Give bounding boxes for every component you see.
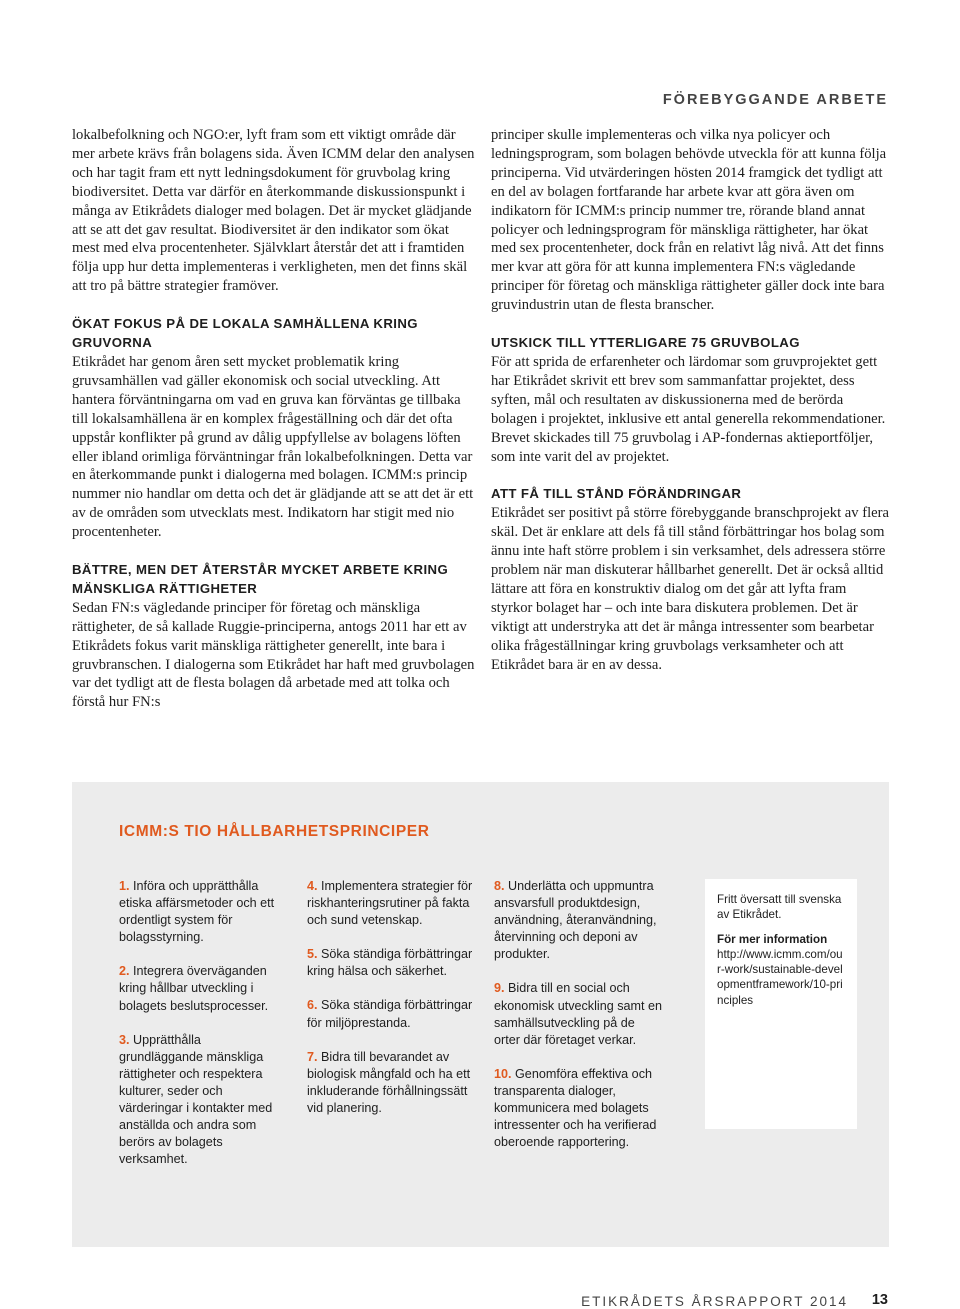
subheading: BÄTTRE, MEN DET ÅTERSTÅR MYCKET ARBETE KRING MÄNSKLIGA RÄTTIGHETER (72, 562, 449, 596)
icmm-box-title: ICMM:S TIO HÅLLBARHETSPRINCIPER (119, 823, 430, 840)
section-label: FÖREBYGGANDE ARBETE (662, 92, 888, 108)
principle-item: 5. Söka ständiga förbättringar kring hälsa och säkerhet. (307, 947, 473, 979)
principle-item: 10. Genomföra effektiva och transparenta dialoger, kommunicera med bolagets intressenter och ha verifierad oberoende rapportering. (494, 1066, 657, 1150)
page-number: 13 (871, 1292, 888, 1308)
note-text: Fritt översatt till svenska av Etikrådet. (717, 893, 842, 922)
icmm-principles-box (72, 782, 889, 1247)
principle-item: 7. Bidra till bevarandet av biologisk mångfald och ha ett inkluderande förhållningssätt vid planering. (307, 1049, 471, 1115)
info-note (705, 879, 857, 1129)
paragraph: principer skulle implementeras och vilka nya policyer och ledningsprogram, som bolagen behövde utveckla för att kunna följa principerna. Vid utvärderingen hösten 2014 framgick det tydligt att en del av bolagen fortfarande har arbete kvar att göra även om indikatorn för ICMM:s princip nummer tre, rörande bland annat policyer och ledningsprogram för mänskliga rättigheter, har ökat med sex procentenheter, dock från en relativt låg nivå. Att det finns mer kvar att göra för att kunna implementera FN:s vägledande principer för företag och mänskliga rättigheter gäller dock inte bara gruvindustrin utan de flesta branscher. (491, 127, 887, 314)
note-heading: För mer information (717, 932, 828, 946)
principle-item: 9. Bidra till en social och ekonomisk utveckling samt en samhällsutveckling på de orter där företaget verkar. (494, 981, 662, 1047)
subheading: ÖKAT FOKUS PÅ DE LOKALA SAMHÄLLENA KRING GRUVORNA (72, 316, 418, 351)
principle-item: 6. Söka ständiga förbättringar för miljöprestanda. (307, 998, 473, 1030)
principles-column-1 (119, 878, 287, 1185)
paragraph: För att sprida de erfarenheter och lärdomar som gruvprojektet gett har Etikrådet skrivit ett brev som sammanfattar projektet, dess syften, mål och resultaten av diskussionerna med de berörda bolagen i projektet, inklusive ett antal generella rekommendationer. Brevet skickades till 75 gruvbolag i AP-fondernas aktieportföljer, som inte varit del av projektet. (491, 353, 886, 465)
right-column (491, 126, 891, 674)
principle-item: 4. Implementera strategier för riskhanteringsrutiner på fakta och sund vetenskap. (307, 879, 473, 928)
paragraph: Etikrådet har genom åren sett mycket problematik kring gruvsamhällen vad gäller ekonomisk och social utveckling. Att hantera förväntningarna om vad en gruva kan förväntas ge tillbaka till lokalsamhällena är en komplex frågeställning och där det ofta uppstår konflikter på grund av dålig uppfyllelse av bolagens löften eller ibland orimliga förväntningar från lokalbefolkningen. Detta var en återkommande punkt i dialogerna med bolagen. ICMM:s princip nummer nio handlar om detta och det är glädjande att se att det är ett av de områden som utvecklats mest. Indikatorn har stigit med nio procentenheter. (72, 353, 474, 541)
footer-title: ETIKRÅDETS ÅRSRAPPORT 2014 (581, 1294, 848, 1309)
paragraph: lokalbefolkning och NGO:er, lyft fram som ett viktigt område där mer arbete krävs från bolagens sida. Även ICMM delar den analysen och har tagit fram ett nytt ledningsdokument för gruvbolag kring biodiversitet. Detta var därför en återkommande diskussionspunkt i många av Etikrådets dialoger med bolagen. Det är mycket glädjande att se att det gav resultat. Biodiversitet är den indikator som ökat mest med elva procentenheter. Självklart återstår det att i framtiden följa upp hur detta implementeras i verkligheten, men det finns skäl att tro på bättre strategier framöver. (72, 127, 475, 295)
left-column (72, 126, 478, 712)
principle-item: 1. Införa och upprätthålla etiska affärsmetoder och ett ordentligt system för bolagsstyrning. (119, 879, 275, 945)
principle-item: 2. Integrera överväganden kring hållbar utveckling i bolagets beslutsprocesser. (119, 964, 269, 1013)
note-link[interactable]: http://www.icmm.com/our-work/sustainable-developmentframework/10-principles (717, 947, 843, 1007)
principles-column-2 (307, 878, 475, 1134)
subheading: UTSKICK TILL YTTERLIGARE 75 GRUVBOLAG (491, 335, 800, 351)
principle-item: 3. Upprätthålla grundläggande mänskliga rättigheter och respektera kulturer, seder och värderingar i kontakter med anställda och andra som berörs av bolagets verksamhet. (119, 1032, 273, 1167)
paragraph: Etikrådet ser positivt på större förebyggande branschprojekt av flera skäl. Det är enklare att dels få till stånd förbättringar hos bolag som ännu inte haft större problem i sin verksamhet, dels adressera större problem när man diskuterar hållbarhet generellt. Det är också alltid lättare att föra en konstruktiv dialog om det går att lyfta fram styrkor bolaget har – och inte bara diskutera problemen. Det är viktigt att understryka att det är många intressenter som bearbetar olika frågeställningar kring gruvbolags verksamheter och att Etikrådet bara är en av dessa. (491, 505, 889, 673)
paragraph: Sedan FN:s vägledande principer för företag och mänskliga rättigheter, de så kallade Ruggie-principerna, antogs 2011 har ett av Etikrådets fokus varit mänskliga rättigheter generellt, inte bara i gruvbranschen. I dialogerna som Etikrådet har haft med gruvbolagen var det tydligt att de flesta bolagen då arbetade med att tolka och förstå hur FN:s (72, 599, 475, 711)
principles-column-3 (494, 878, 664, 1168)
principle-item: 8. Underlätta och uppmuntra ansvarsfull produktdesign, användning, återanvändning, återvinning och deponi av produkter. (494, 879, 657, 962)
subheading: ATT FÅ TILL STÅND FÖRÄNDRINGAR (491, 486, 742, 502)
